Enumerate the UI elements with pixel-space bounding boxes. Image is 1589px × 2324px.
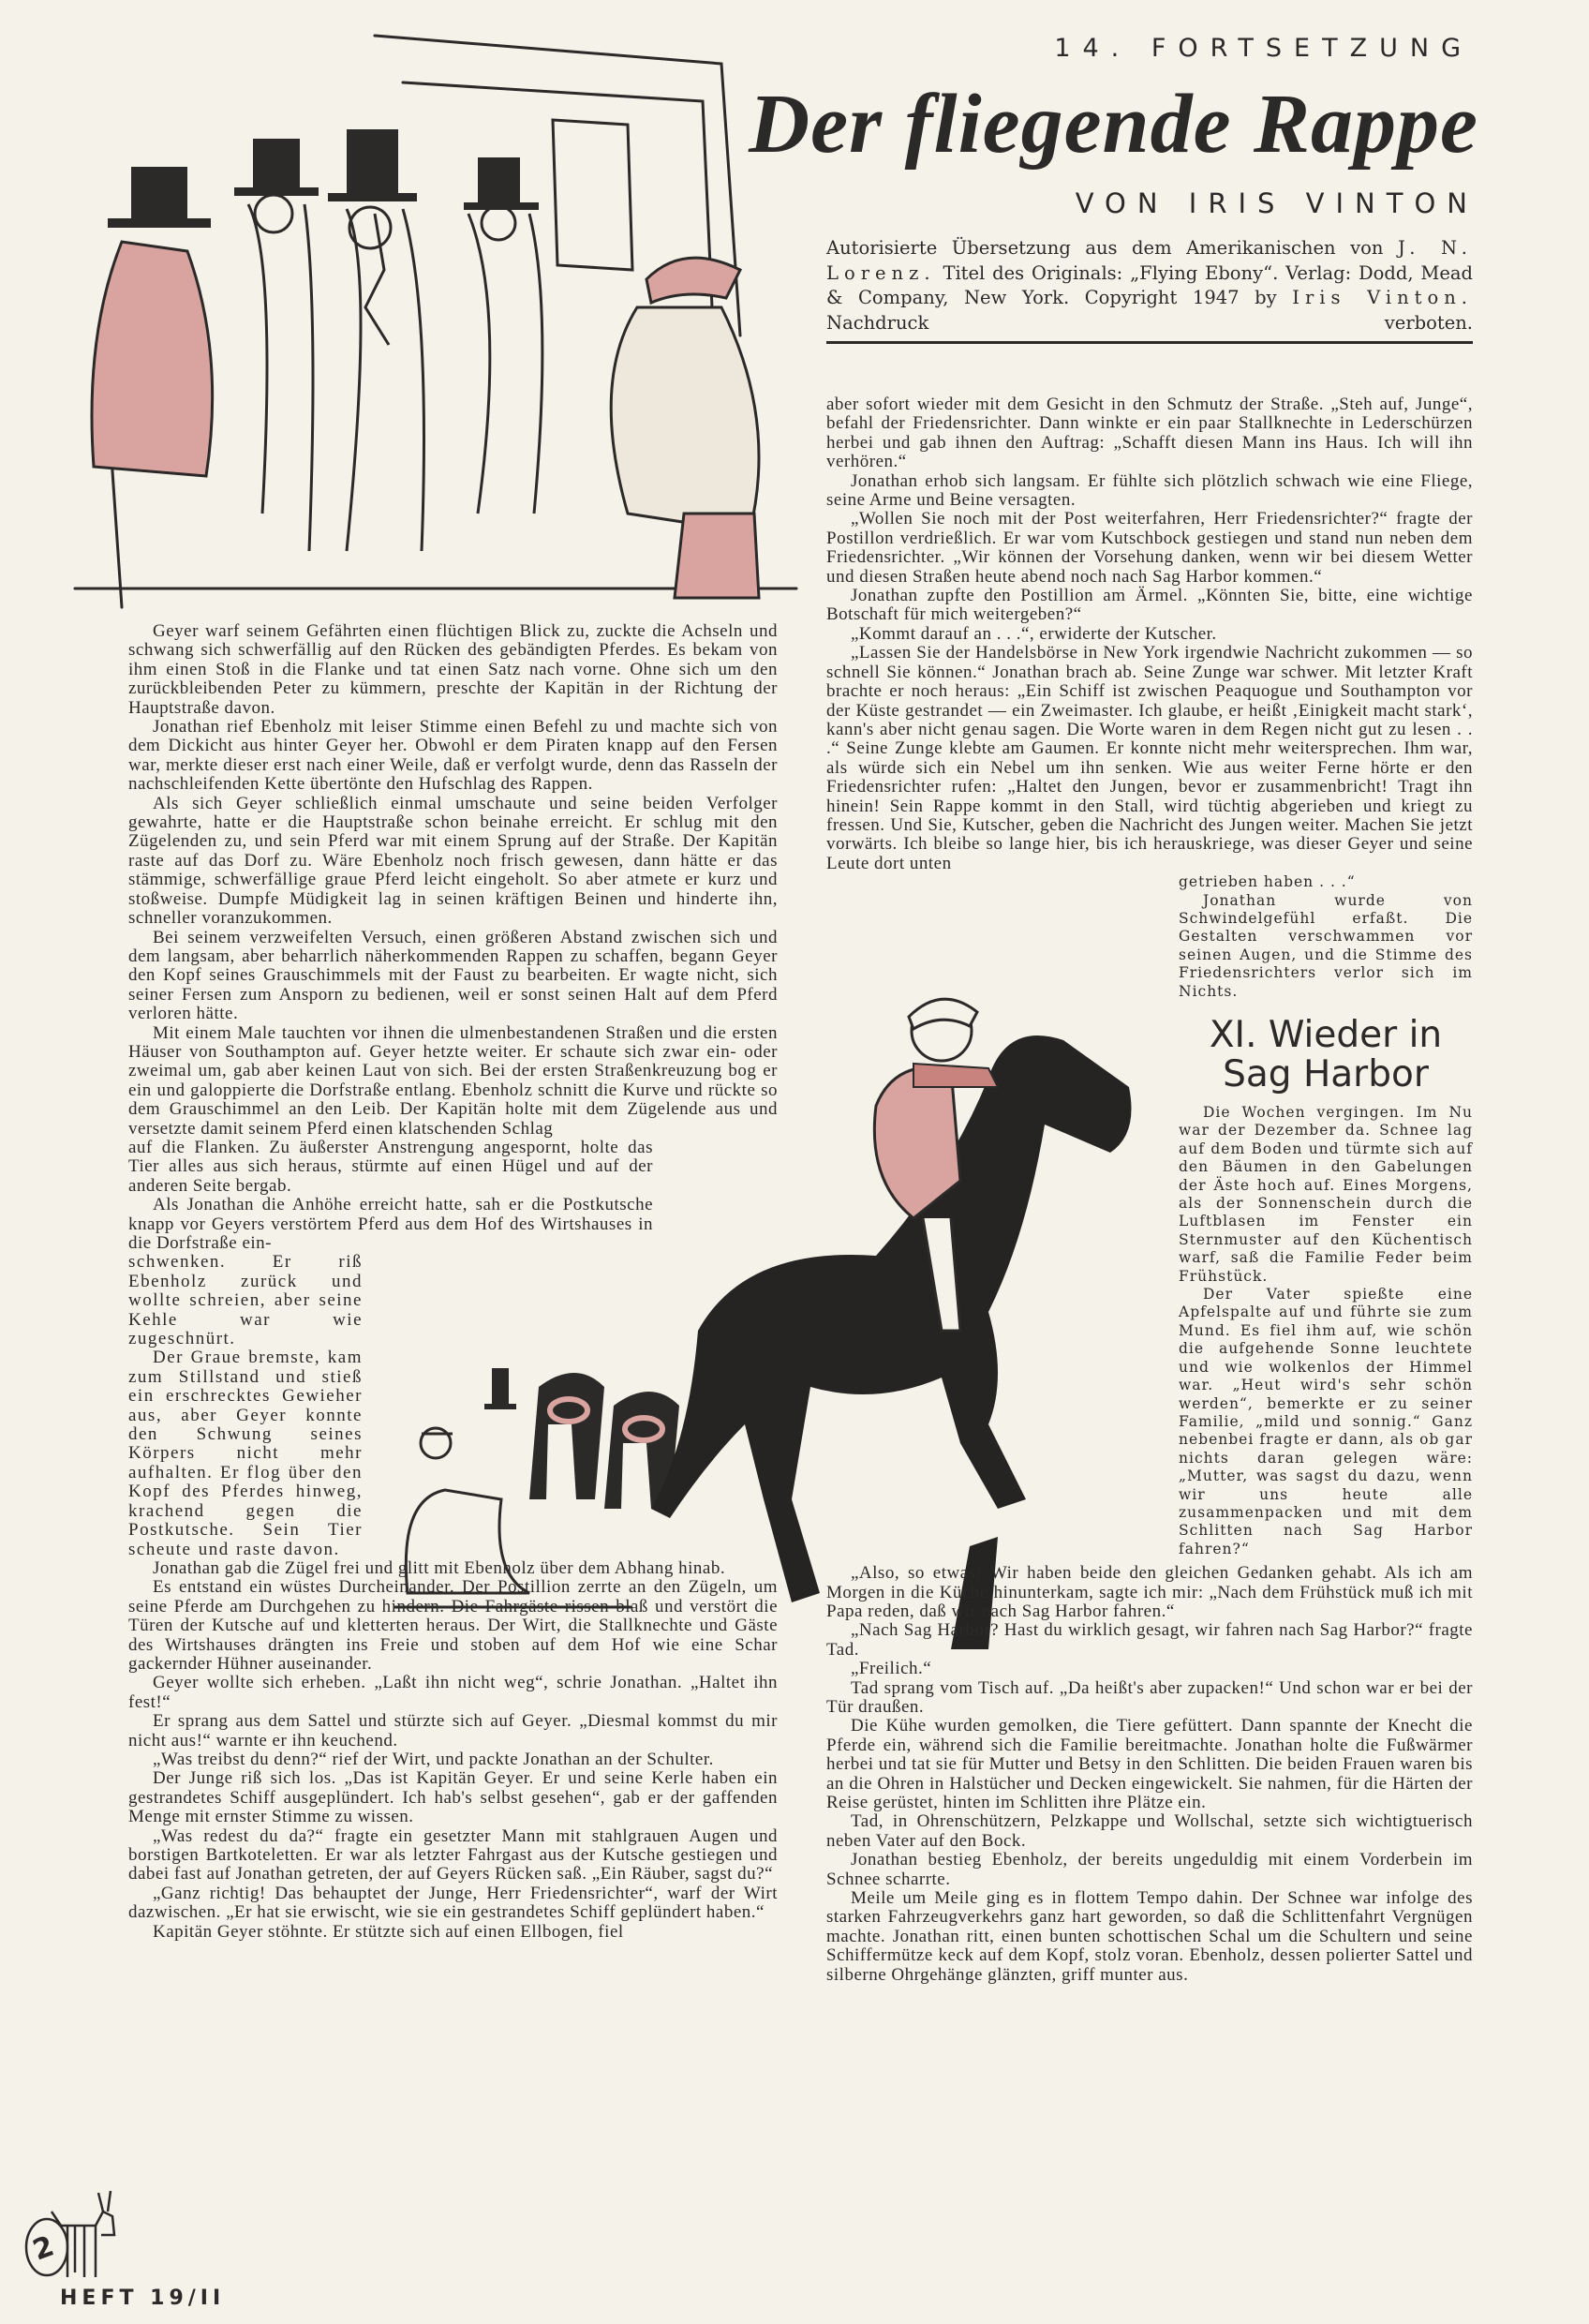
- paragraph: Jonathan erhob sich langsam. Er fühlte sich plötzlich schwach wie eine Fliege, seine Arme und Beine versagten.: [826, 470, 1473, 511]
- right-column: [826, 395, 1473, 1985]
- paragraph: Der Vater spießte eine Apfelspalte auf und führte sie zum Mund. Es fiel ihm auf, wie schön die aufgehende Sonne leuchtete und wie wolkenlos der Himmel war. „Heut wird's sehr schön werden“, bemerkte er zu seiner Familie, „mild und sonnig.“ Ganz nebenbei fragte er dann, als ob gar nichts daran gelegen wäre: „Mutter, was sagst du dazu, wenn wir uns heute alle zusammenpacken und mit dem Schlitten nach Sag Harbor fahren?“: [1179, 1286, 1473, 1557]
- paragraph: Jonathan wurde von Schwindelgefühl erfaßt. Die Gestalten verschwammen vor seinen Augen, und die Stimme des Friedensrichters verlor sich im Nichts.: [1179, 891, 1473, 1000]
- chapter-heading: XI. Wieder in Sag Harbor: [1209, 1014, 1443, 1095]
- left-column-segment: [128, 622, 778, 1139]
- paragraph: Jonathan rief Ebenholz mit leiser Stimme einen Befehl zu und machte sich von dem Dickicht aus hinter Geyer her. Obwohl er dem Piraten knapp auf den Fersen war, merkte dieser erst nach einer Weile, daß er verfolgt wurde, denn das Rasseln der nachschleifenden Kette übertönte den Hufschlag des Rappen.: [128, 717, 778, 795]
- paragraph: Tad sprang vom Tisch auf. „Da heißt's aber zupacken!“ Und schon war er bei der Tür draußen.: [826, 1677, 1473, 1717]
- paragraph: aber sofort wieder mit dem Gesicht in den Schmutz der Straße. „Steh auf, Junge“, befahl der Friedensrichter. Dann winkte er ein paar Stallknechte in Lederschürzen herbei und gab ihnen den Auftrag: „Schafft diesen Mann ins Haus. Ich will ihn verhören.“: [826, 395, 1473, 472]
- left-column-segment: [128, 1139, 653, 1253]
- paragraph: „Kommt darauf an . . .“, erwiderte der Kutscher.: [851, 623, 1217, 644]
- paragraph: „Wollen Sie noch mit der Post weiterfahren, Herr Friedensrichter?“ fragte der Postillon verdrießlich. Er war vom Kutschbock gestiegen und stand nun neben dem Friedensrichter. „Wir können der Vorsehung danken, wenn wir bei diesem Wetter und diesen Straßen heute abend noch nach Sag Harbor kommen.“: [826, 509, 1473, 587]
- paragraph: schwenken. Er riß Ebenholz zurück und wollte schreien, aber seine Kehle war wie zugeschnürt.: [128, 1252, 363, 1349]
- right-column-segment: [826, 1564, 1473, 1985]
- paragraph: Bei seinem verzweifelten Versuch, einen größeren Abstand zwischen sich und dem langsam, aber beharrlich näherkommenden Rappen zu schaffen, begann Geyer den Kopf seines Grauschimmels mit der Faust zu bearbeiten. Er wagte nicht, sich seiner Fersen zum Ansporn zu bedienen, weil er sonst seinen Halt auf dem Pferd verloren hätte.: [128, 927, 778, 1024]
- author-byline: VON IRIS VINTON: [1075, 187, 1478, 219]
- paragraph: Mit einem Male tauchten vor ihnen die ulmenbestandenen Straßen und die ersten Häuser von Southampton auf. Geyer hetzte weiter. Er schaute sich zwar ein- oder zweimal um, gab aber keinen Laut von sich. Bei der ersten Straßenkreuzung bog er ein und galoppierte die Dorfstraße entlang. Ebenholz schnitt die Kurve und rückte so dem Grauschimmel an den Leib. Der Kapitän holte mit dem Zügelende aus und versetzte damit seinem Pferd einen klatschenden Schlag: [128, 1022, 778, 1139]
- translation-credits: [826, 236, 1473, 344]
- narrow-text-top: [1179, 873, 1473, 1001]
- paragraph: Es entstand ein wüstes Durcheinander. Der Postillion zerrte an den Zügeln, um seine Pferde am Durchgehen zu hindern. Die Fahrgäste rissen blaß und verstört die Türen der Kutsche auf und kletterten heraus. Der Wirt, die Stallknechte und Gäste des Wirtshauses drängten ins Freie und stoben auf dem Hof wie eine Schar gackernder Hühner auseinander.: [128, 1577, 778, 1674]
- paragraph: „Was treibst du denn?“ rief der Wirt, und packte Jonathan an der Schulter.: [153, 1749, 714, 1769]
- paragraph: „Ganz richtig! Das behauptet der Junge, Herr Friedensrichter“, warf der Wirt dazwischen. „Er hat sie erwischt, wie sie ein gestrandetes Schiff geplündert haben.“: [128, 1883, 778, 1923]
- paragraph: Tad, in Ohrenschützern, Pelzkappe und Wollschal, setzte sich wichtigtuerisch neben Vater auf den Bock.: [826, 1811, 1473, 1851]
- right-column-narrow: [1179, 873, 1473, 1558]
- paragraph: „Freilich.“: [851, 1659, 932, 1679]
- paragraph: Kapitän Geyer stöhnte. Er stützte sich auf einen Ellbogen, fiel: [153, 1921, 624, 1942]
- paragraph: Jonathan bestieg Ebenholz, der bereits ungeduldig mit einem Vorderbein im Schnee scharrte.: [826, 1850, 1473, 1889]
- paragraph: Jonathan gab die Zügel frei und glitt mit Ebenholz über dem Abhang hinab.: [153, 1557, 726, 1578]
- paragraph: auf die Flanken. Zu äußerster Anstrengung angespornt, holte das Tier alles aus sich heraus, stürmte auf einen Hügel und auf der anderen Seite bergab.: [128, 1137, 653, 1196]
- issue-label: HEFT 19/II: [60, 2287, 226, 2310]
- narrow-text-bottom: [1179, 1104, 1473, 1558]
- paragraph: getrieben haben . . .“: [1179, 873, 1356, 891]
- paragraph: Geyer warf seinem Gefährten einen flüchtigen Blick zu, zuckte die Achseln und schwang sich schwerfällig auf den Rücken des gebändigten Pferdes. Es bekam von ihm einen Stoß in die Flanke und tat einen Satz nach vorne. Ohne sich um den zurückbleibenden Peter zu kümmern, preschte der Kapitän in der Richtung der Hauptstraße davon.: [128, 621, 778, 718]
- paragraph: „Also, so etwas! Wir haben beide den gleichen Gedanken gehabt. Als ich am Morgen in die Küche hinunterkam, sagte ich mir: „Nach dem Frühstück muß ich mit Papa reden, daß wir nach Sag Harbor fahren.“: [826, 1563, 1473, 1621]
- left-column-segment: [128, 1559, 778, 1942]
- story-title: Der fliegende Rappe: [749, 78, 1478, 171]
- paragraph: Der Graue bremste, kam zum Stillstand und stieß ein erschrecktes Gewieher aus, aber Geyer konnte den Schwung seines Körpers nicht mehr aufhalten. Er flog über den Kopf des Pferdes hinweg, krachend gegen die Postkutsche. Sein Tier scheute und raste davon.: [128, 1348, 363, 1559]
- paragraph: „Lassen Sie der Handelsbörse in New York irgendwie Nachricht zukommen — so schnell Sie können.“ Jonathan brach ab. Seine Zunge war schwer. Mit letzter Kraft brachte er noch heraus: „Ein Schiff ist zwischen Peaquogue und Southampton vor der Küste gestrandet — ein Zweimaster. Ich glaube, er heißt ‚Einigkeit macht stark‘, kann's aber nicht genau sagen. Die Worte waren in dem Regen nicht gut zu lesen . . .“ Seine Zunge klebte am Gaumen. Er konnte nicht mehr weitersprechen. Ihm war, als würde sich ein Nebel um ihn senken. Wie aus weiter Ferne hörte er den Friedensrichter rufen: „Haltet den Jungen, bevor er zusammenbricht! Tragt ihn hinein! Sein Rappe kommt in den Stall, wird tüchtig abgerieben und kriegt zu fressen. Und Sie, Kutscher, geben die Nachricht des Jungen weiter. Machen Sie jetzt vorwärts. Ich bleibe so lange hier, bis ich herauskriege, was dieser Geyer und seine Leute dort unten: [826, 643, 1473, 873]
- paragraph: Als sich Geyer schließlich einmal umschaute und seine beiden Verfolger gewahrte, hatte er die Hauptstraße schon beinahe erreicht. Er schlug mit den Zügelenden zu, und sein Pferd war mit einem Sprung auf der Straße. Der Kapitän raste auf das Dorf zu. Wäre Ebenholz noch frisch gewesen, dann hätte er das stämmige, schwerfällige graue Pferd leicht eingeholt. So aber atmete er kurz und stoßweise. Dumpfe Müdigkeit lag in seinen kräftigen Beinen und hinderte ihn, schneller voranzukommen.: [128, 793, 778, 929]
- paragraph: Geyer wollte sich erheben. „Laßt ihn nicht weg“, schrie Jonathan. „Haltet ihn fest!“: [128, 1673, 778, 1712]
- paragraph: Die Kühe wurden gemolken, die Tiere gefüttert. Dann spannte der Knecht die Pferde ein, während sich die Familie bereitmachte. Jonathan holte die Fußwärmer herbei und tat sie für Mutter und Betsy in den Schlitten. Die beiden Frauen waren bis an die Ohren in Halstücher und Decken eingewickelt. Sie nahmen, für die Härten der Reise gerüstet, hinten im Schlitten ihre Plätze ein.: [826, 1716, 1473, 1813]
- paragraph: Meile um Meile ging es in flottem Tempo dahin. Der Schnee war infolge des starken Fahrzeugverkehrs ganz hart geworden, so daß die Schlittenfahrt Vergnügen machte. Jonathan ritt, einen bunten schottischen Schal um die Schultern und seine Schiffermütze keck auf dem Kopf, stolz voran. Ebenholz, dessen polierter Sattel und silberne Ohrgehänge glänzten, griff munter aus.: [826, 1888, 1473, 1985]
- left-column-segment: [128, 1253, 363, 1559]
- page-number: 2: [28, 2229, 59, 2268]
- credits-text: Autorisierte Übersetzung aus dem Amerikanischen von: [826, 237, 1384, 259]
- installment-label: 14. FORTSETZUNG: [1054, 34, 1473, 63]
- left-column: [128, 622, 778, 1942]
- paragraph: Der Junge riß sich los. „Das ist Kapitän Geyer. Er und seine Kerle haben ein gestrandetes Schiff ausgeplündert. Ich hab's selbst gesehen“, gab er der gaffenden Menge mit ernster Stimme zu wissen.: [128, 1768, 778, 1827]
- author-name: Iris Vinton.: [1292, 287, 1473, 308]
- credits-text: Titel des Originals: „Flying Ebony“. Verlag: Dodd, Mead & Company, New York. Copyright 1947 by: [826, 261, 1474, 308]
- illustration-coach-scene: [66, 26, 801, 612]
- paragraph: Als Jonathan die Anhöhe erreicht hatte, sah er die Postkutsche knapp vor Geyers verstörtem Pferd aus dem Hof des Wirtshauses in die Dorfstraße ein-: [128, 1195, 653, 1253]
- paragraph: Er sprang aus dem Sattel und stürzte sich auf Geyer. „Diesmal kommst du mir nicht aus!“ warnte er ihn keuchend.: [128, 1711, 778, 1750]
- right-column-segment: [826, 395, 1473, 873]
- paragraph: „Was redest du da?“ fragte ein gesetzter Mann mit stahlgrauen Augen und borstigen Bartkoteletten. Er war als letzter Fahrgast aus der Kutsche gestiegen und dabei fast auf Jonathan getreten, der auf Geyers Rücken saß. „Ein Räuber, sagst du?“: [128, 1825, 778, 1885]
- credits-text: Nachdruck verboten.: [826, 311, 1473, 334]
- paragraph: Die Wochen vergingen. Im Nu war der Dezember da. Schnee lag auf dem Boden und türmte sich auf den Bäumen in den Gabelungen der Äste hoch auf. Eines Morgens, als der Sonnenschein durch die Luftblasen im Fenster ein Sternmuster auf den Küchentisch warf, saß die Familie Feder beim Frühstück.: [1179, 1104, 1473, 1285]
- paragraph: „Nach Sag Harbor? Hast du wirklich gesagt, wir fahren nach Sag Harbor?“ fragte Tad.: [826, 1620, 1473, 1660]
- paragraph: Jonathan zupfte den Postillion am Ärmel. „Könnten Sie, bitte, eine wichtige Botschaft für mich weitergeben?“: [826, 586, 1473, 625]
- translator-name: J. N. Lorenz.: [826, 237, 1473, 284]
